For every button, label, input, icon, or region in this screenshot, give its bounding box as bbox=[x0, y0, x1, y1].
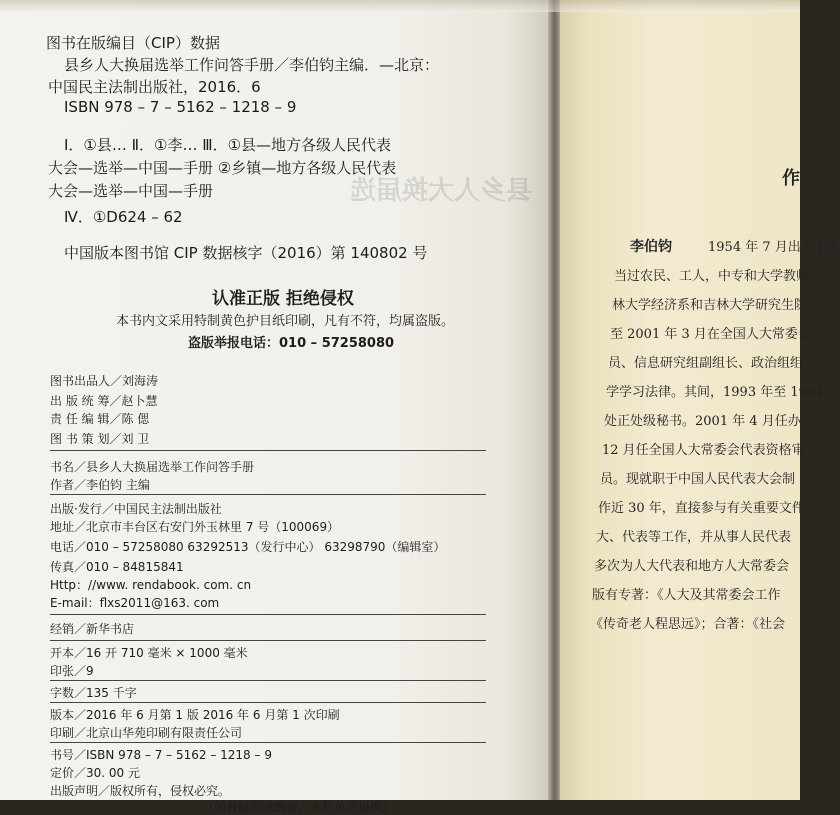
top-shadow bbox=[0, 0, 800, 12]
spec-printer: 印刷／北京山华苑印刷有限责任公司 bbox=[50, 726, 243, 740]
divider bbox=[50, 494, 486, 495]
bleed-through-text: 县乡人大换届选 bbox=[349, 176, 532, 206]
staff-editor: 责 任 编 辑／陈 偲 bbox=[50, 412, 150, 426]
right-text-line: 林大学经济系和吉林大学研究生院 bbox=[612, 298, 808, 313]
cip-line: Ⅳ．①D624 – 62 bbox=[64, 208, 183, 226]
spec-format: 开本／16 开 710 毫米 × 1000 毫米 bbox=[50, 646, 248, 660]
cip-line: 中国民主法制出版社，2016．6 bbox=[48, 78, 261, 96]
staff-producer: 图书出品人／刘海涛 bbox=[50, 374, 159, 388]
footer-note: （如有缺页或倒装，本社负责退换） bbox=[202, 800, 395, 814]
cip-verify: 中国版本图书馆 CIP 数据核字（2016）第 140802 号 bbox=[64, 244, 428, 262]
right-text-line: 至 2001 年 3 月在全国人大常委会办 bbox=[610, 327, 824, 342]
cip-line: ISBN 978 – 7 – 5162 – 1218 – 9 bbox=[64, 98, 297, 116]
book-title: 书名／县乡人大换届选举工作问答手册 bbox=[50, 460, 255, 474]
spec-sheets: 印张／9 bbox=[50, 664, 94, 678]
cip-title: 图书在版编目（CIP）数据 bbox=[46, 34, 220, 52]
divider bbox=[50, 680, 486, 681]
divider bbox=[50, 702, 486, 703]
cip-line: 大会—选举—中国—手册 ②乡镇—地方各级人民代表 bbox=[48, 159, 397, 177]
staff-planner: 图 书 策 划／刘 卫 bbox=[50, 432, 150, 446]
right-text-line: 当过农民、工人，中专和大学教师 bbox=[614, 269, 810, 284]
pub-publisher: 出版·发行／中国民主法制出版社 bbox=[50, 502, 222, 516]
right-page bbox=[560, 0, 800, 800]
divider bbox=[50, 640, 486, 641]
right-text-line: 1954 年 7 月出生于吉 bbox=[708, 240, 840, 255]
divider bbox=[50, 742, 486, 743]
pub-email: E-mail：flxs2011@163. com bbox=[50, 596, 220, 610]
pub-fax: 传真／010 – 84815841 bbox=[50, 560, 184, 574]
right-text-line: 12 月任全国人大常委会代表资格审 bbox=[602, 443, 805, 458]
spec-price: 定价／30. 00 元 bbox=[50, 766, 140, 780]
pub-http: Http：//www. rendabook. com. cn bbox=[50, 578, 252, 592]
right-author-name: 李伯钧 bbox=[630, 239, 672, 255]
spec-edition: 版本／2016 年 6 月第 1 版 2016 年 6 月第 1 次印刷 bbox=[50, 708, 340, 722]
spec-words: 字数／135 千字 bbox=[50, 686, 137, 700]
divider bbox=[50, 614, 486, 615]
right-text-line: 员、信息研究组副组长、政治组组 bbox=[608, 356, 804, 371]
right-text-line: 学学习法律。其间，1993 年至 1994 bbox=[606, 385, 824, 400]
spec-rights: 出版声明／版权所有，侵权必究。 bbox=[50, 784, 231, 798]
pub-phone: 电话／010 – 57258080 63292513（发行中心） 63298790（编辑室） bbox=[50, 540, 446, 554]
right-text-line: 版有专著：《人大及其常委会工作 bbox=[592, 588, 781, 603]
divider bbox=[50, 450, 486, 451]
anti-piracy-title: 认准正版 拒绝侵权 bbox=[212, 289, 354, 309]
right-heading: 作 bbox=[782, 168, 800, 189]
right-text-line: 多次为人大代表和地方人大常委会 bbox=[594, 559, 790, 574]
spec-isbn: 书号／ISBN 978 – 7 – 5162 – 1218 – 9 bbox=[50, 748, 272, 762]
book-author: 作者／李伯钧 主编 bbox=[50, 478, 150, 492]
right-text-line: 作近 30 年，直接参与有关重要文件 bbox=[598, 501, 805, 516]
anti-piracy-text: 本书内文采用特制黄色护目纸印刷，凡有不符，均属盗版。 bbox=[116, 314, 455, 329]
anti-piracy-phone: 盗版举报电话：010 – 57258080 bbox=[188, 336, 395, 351]
cip-line: Ⅰ．①县… Ⅱ．①李… Ⅲ．①县—地方各级人民代表 bbox=[64, 136, 392, 154]
pub-address: 地址／北京市丰台区右安门外玉林里 7 号（100069） bbox=[50, 520, 340, 534]
cip-line: 大会—选举—中国—手册 bbox=[48, 182, 214, 200]
right-text-line: 大、代表等工作，并从事人民代表 bbox=[596, 530, 792, 545]
right-text-line: 处正处级秘书。2001 年 4 月任办公 bbox=[604, 414, 814, 429]
cip-line: 县乡人大换届选举工作问答手册／李伯钧主编．—北京： bbox=[64, 56, 440, 74]
right-text-line: 《传奇老人程思远》；合著：《社会 bbox=[590, 617, 786, 632]
spec-distributor: 经销／新华书店 bbox=[50, 622, 135, 636]
staff-coordinator: 出 版 统 筹／赵卜慧 bbox=[50, 394, 158, 408]
right-text-line: 员。现就职于中国人民代表大会制 bbox=[600, 472, 796, 487]
